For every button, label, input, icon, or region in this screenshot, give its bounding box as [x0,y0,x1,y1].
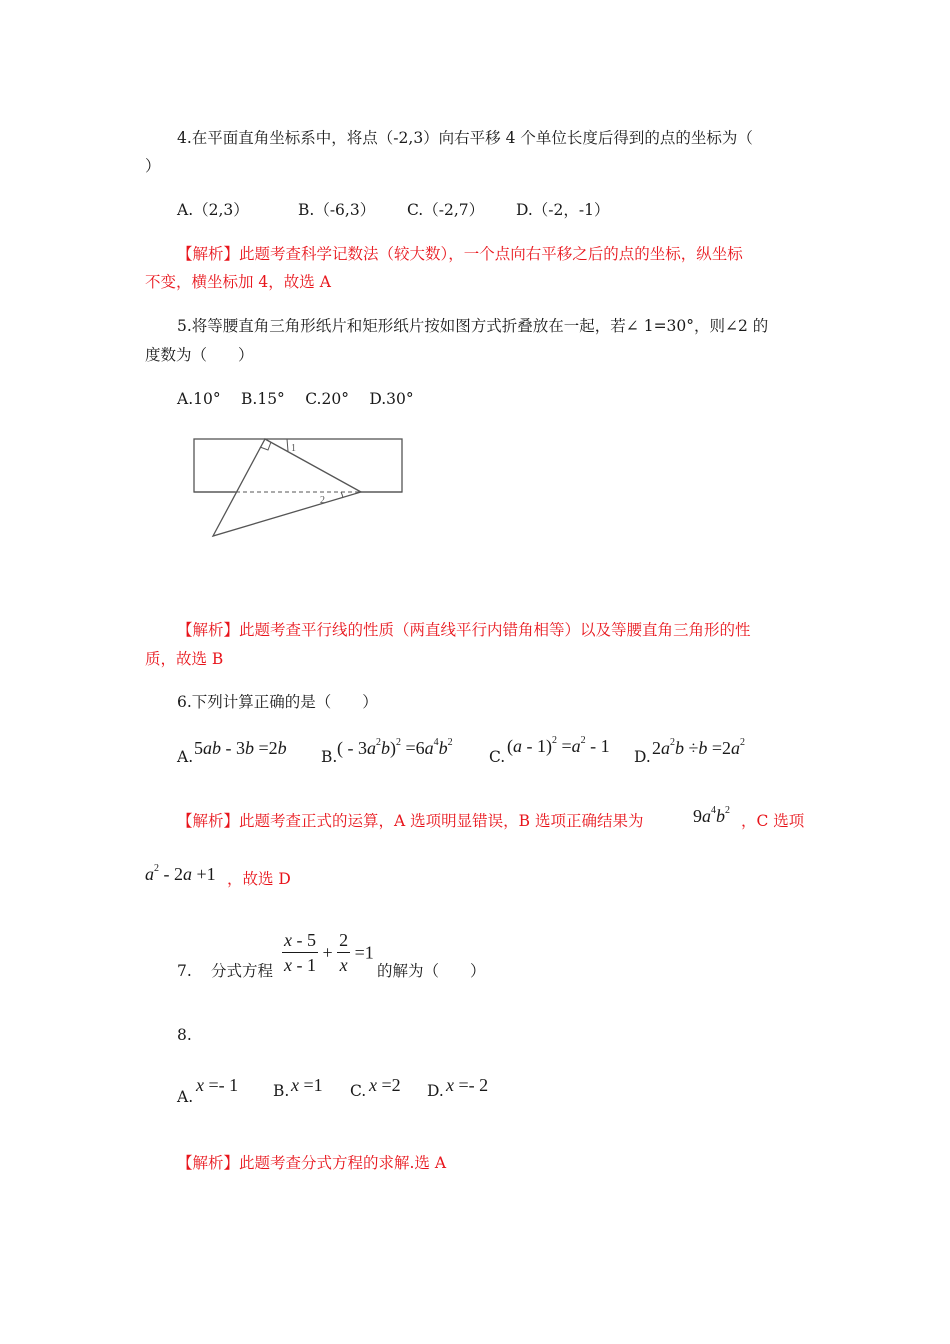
q7-suffix: 的解为（ ） [377,962,486,980]
q8-option-a-letter: A. [177,1088,194,1106]
q6-analysis-prefix: 【解析】此题考查正式的运算，A 选项明显错误，B 选项正确结果为 [177,812,644,830]
q4-option-d: D.（-2，-1） [516,201,610,219]
q7-equation: $\frac{x - 5}{x - 1}$ + $\frac{2}{x}$ =1 [284,930,374,975]
q5-analysis-line1: 【解析】此题考查平行线的性质（两直线平行内错角相等）以及等腰直角三角形的性 [177,621,751,639]
q5-figure [185,430,415,545]
q6-option-d-expr: $2a^2b \div b =2a^2$ [652,737,746,758]
q6-option-c-expr: $(a - 1)^2 =a^2 - 1$ [507,735,610,756]
q4-stem-line2: ） [145,157,161,175]
q6-option-c-letter: C. [489,748,506,766]
q6-analysis-expr-b: $9a^4b^2$ [693,805,730,826]
q4-option-b: B.（-6,3） [298,201,376,219]
q4-analysis-line2: 不变，横坐标加 4，故选 A [145,273,331,291]
q4-option-c: C.（-2,7） [407,201,485,219]
right-triangle-paper [213,439,361,536]
q5-stem-line2: 度数为（ ） [145,346,254,364]
q8-number: 8. [177,1026,192,1044]
q6-option-a-letter: A. [177,748,194,766]
q8-option-d-expr: x =- 2 [446,1075,489,1095]
q6-stem: 6.下列计算正确的是（ ） [177,693,378,711]
angle-2-label: 2 [320,495,325,506]
q6-option-b-expr: ( - $3a^2b)^2 =6a^4b^2$ [337,737,453,758]
q7-label: 分式方程 [211,962,274,980]
q8-option-a-expr: x =- 1 [196,1075,239,1095]
q4-option-a: A.（2,3） [177,201,249,219]
q5-options: A.10° B.15° C.20° D.30° [177,390,414,408]
q6-analysis-mid: ，C 选项 [741,812,805,830]
q4-stem-line1: 4.在平面直角坐标系中，将点（-2,3）向右平移 4 个单位长度后得到的点的坐标为（ [177,129,753,147]
angle-1-label: 1 [291,443,296,454]
q6-option-b-letter: B. [321,748,338,766]
q8-option-b-letter: B. [273,1082,290,1100]
q5-analysis-line2: 质，故选 B [145,650,224,668]
q5-stem-line1: 5.将等腰直角三角形纸片和矩形纸片按如图方式折叠放在一起，若∠ 1=30°，则∠2 的 [177,317,769,335]
q6-option-a-expr: 5ab - 3b =2b [194,738,287,758]
q8-option-d-letter: D. [427,1082,444,1100]
q8-option-c-expr: x =2 [369,1075,401,1095]
q8-option-c-letter: C. [350,1082,367,1100]
q6-analysis-expr-c: $a^2 - 2a +1$ [145,863,216,884]
q6-analysis-end: ，故选 D [227,870,291,888]
angle-1-mark [287,439,288,451]
q6-option-d-letter: D. [634,748,651,766]
q4-analysis-line1: 【解析】此题考查科学记数法（较大数），一个点向右平移之后的点的坐标，纵坐标 [177,245,743,263]
q8-option-b-expr: x =1 [291,1075,323,1095]
q8-analysis: 【解析】此题考查分式方程的求解.选 A [177,1154,447,1172]
q7-number: 7. [177,962,192,980]
